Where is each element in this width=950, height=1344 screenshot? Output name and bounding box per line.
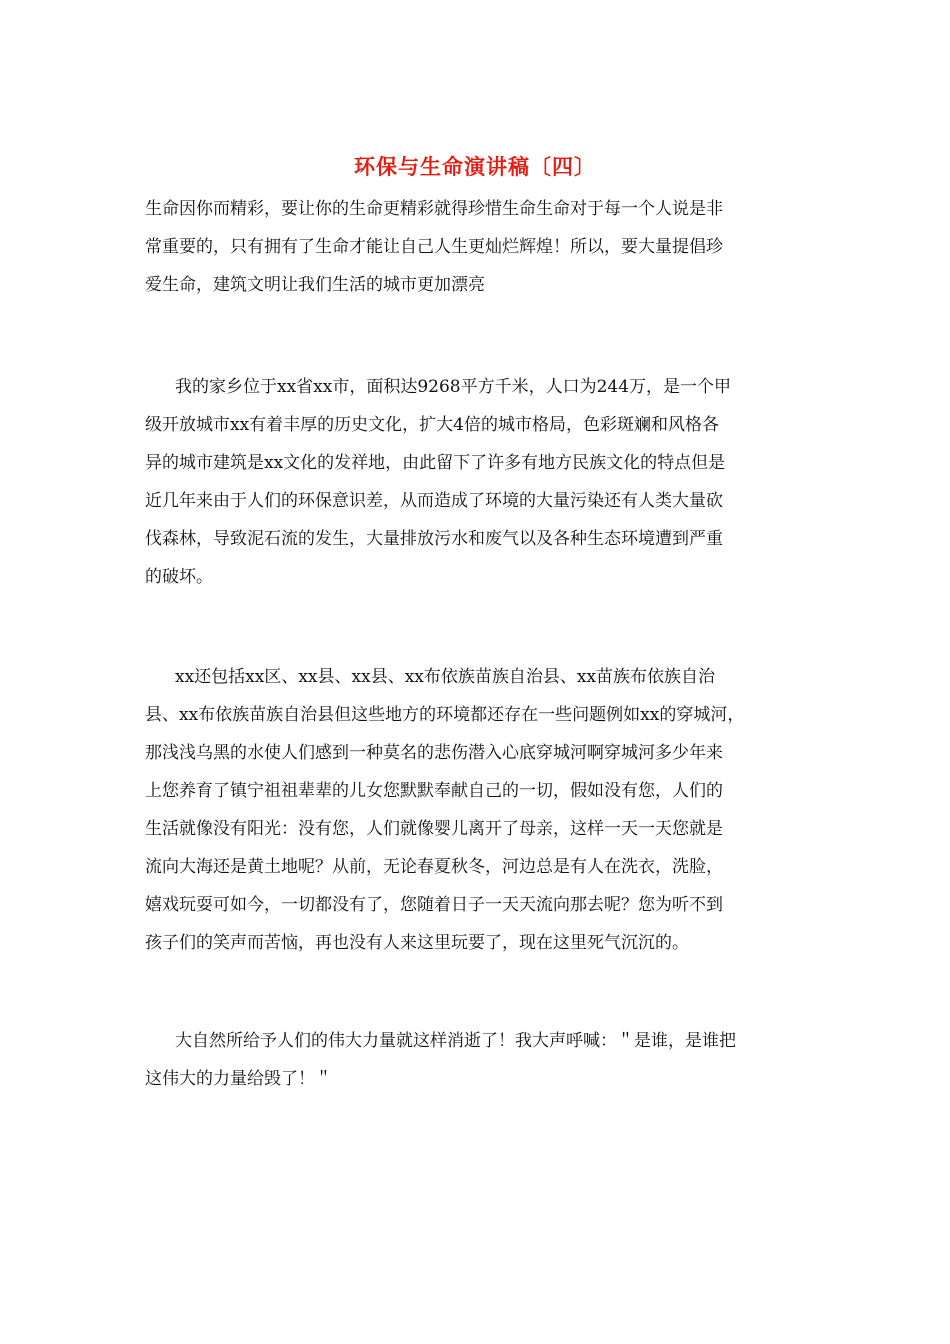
paragraph-line: 大自然所给予人们的伟大力量就这样消逝了！我大声呼喊：＂是谁，是谁把 (175, 1031, 736, 1051)
paragraph-line: 孩子们的笑声而苦恼，再也没有人来这里玩要了，现在这里死气沉沉的。 (145, 933, 689, 953)
paragraph-line: 常重要的，只有拥有了生命才能让自己人生更灿烂辉煌！所以，要大量提倡珍 (145, 237, 723, 257)
paragraph-line: 生活就像没有阳光：没有您，人们就像婴儿离开了母亲，这样一天一天您就是 (145, 819, 723, 839)
paragraph-line: 我的家乡位于xx省xx市，面积达9268平方千米，人口为244万，是一个甲 (175, 377, 732, 397)
paragraph-line: 伐森林，导致泥石流的发生，大量排放污水和废气以及各种生态环境遭到严重 (145, 529, 723, 549)
paragraph-3 (145, 658, 810, 962)
paragraph-line: 那浅浅乌黑的水使人们感到一种莫名的悲伤潜入心底穿城河啊穿城河多少年来 (145, 743, 723, 763)
document-title: 环保与生命演讲稿〔四〕 (354, 154, 596, 179)
paragraph-line: 嬉戏玩耍可如今，一切都没有了，您随着日子一天天流向那去呢？您为听不到 (145, 895, 723, 915)
paragraph-line: 流向大海还是黄土地呢？从前，无论春夏秋冬，河边总是有人在洗衣，洗脸， (145, 857, 723, 877)
paragraph-1 (145, 190, 810, 304)
paragraph-line: 的破坏。 (145, 567, 213, 587)
paragraph-line: 异的城市建筑是xx文化的发祥地，由此留下了许多有地方民族文化的特点但是 (145, 453, 726, 473)
paragraph-line: 上您养育了镇宁祖祖辈辈的儿女您默默奉献自己的一切，假如没有您，人们的 (145, 781, 723, 801)
paragraph-line: xx还包括xx区、xx县、xx县、xx布依族苗族自治县、xx苗族布依族自治 (175, 667, 716, 687)
paragraph-line: 级开放城市xx有着丰厚的历史文化，扩大4倍的城市格局，色彩斑斓和风格各 (145, 415, 719, 435)
paragraph-line: 生命因你而精彩，要让你的生命更精彩就得珍惜生命生命对于每一个人说是非 (145, 199, 723, 219)
paragraph-line: 爱生命，建筑文明让我们生活的城市更加漂亮 (145, 275, 485, 295)
paragraph-line: 这伟大的力量给毁了！＂ (145, 1069, 332, 1089)
paragraph-4 (145, 1022, 810, 1098)
paragraph-line: 近几年来由于人们的环保意识差，从而造成了环境的大量污染还有人类大量砍 (145, 491, 723, 511)
paragraph-2 (145, 368, 810, 596)
paragraph-line: 县、xx布依族苗族自治县但这些地方的环境都还存在一些问题例如xx的穿城河， (145, 705, 745, 725)
